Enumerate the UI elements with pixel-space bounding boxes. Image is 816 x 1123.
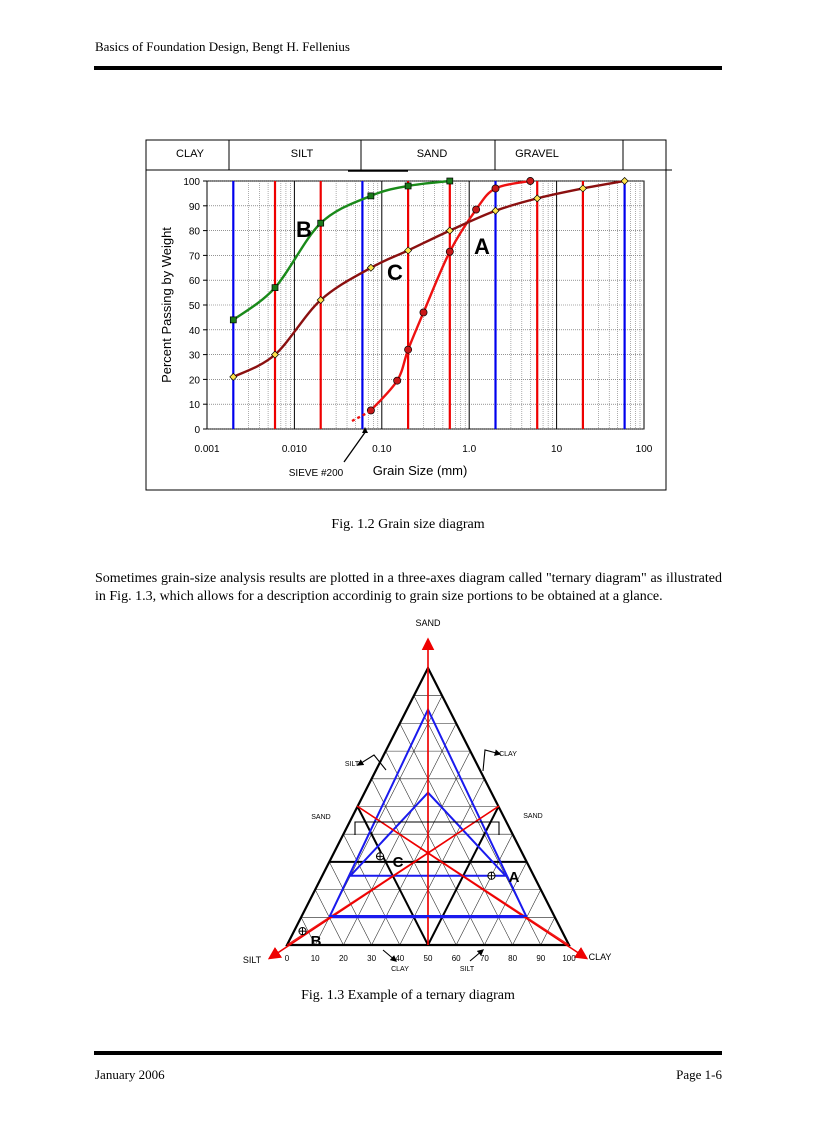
body-paragraph: Sometimes grain-size analysis results are plotted in a three-axes diagram called "ternary diagram" as illustrated in Fig. 1.3, which allows for a description accordinig to grain size portions to be obtained at a glance. [95, 571, 722, 604]
scale-label: 100 [562, 954, 576, 963]
figure-1-caption: Fig. 1.2 Grain size diagram [331, 517, 485, 532]
point-a-label: A [508, 869, 520, 886]
scale-label: 40 [395, 954, 405, 963]
guide-label-silt-bottom: SILT [459, 966, 475, 973]
footer-rule [94, 1051, 722, 1055]
running-header: Basics of Foundation Design, Bengt H. Fellenius [95, 39, 350, 54]
figure-2-caption: Fig. 1.3 Example of a ternary diagram [301, 988, 515, 1003]
point-b-label: B [310, 933, 322, 950]
guide-label-clay: CLAY [499, 751, 517, 758]
series-b-label: B [296, 217, 312, 242]
y-tick-label: 50 [188, 301, 200, 312]
x-axis-label: Grain Size (mm) [372, 463, 468, 478]
scale-label: 60 [451, 954, 461, 963]
guide-label-clay-bottom: CLAY [391, 966, 409, 973]
y-tick-label: 40 [188, 325, 200, 337]
series-a-label: A [474, 234, 490, 259]
y-tick-label: 20 [188, 375, 200, 387]
footer-date: January 2006 [95, 1067, 165, 1082]
y-tick-label: 70 [188, 251, 200, 263]
y-tick-label: 30 [188, 350, 200, 362]
y-tick-label: 60 [188, 276, 200, 288]
sieve-annotation: SIEVE #200 [288, 468, 344, 479]
band-label-clay: CLAY [176, 148, 204, 160]
guide-clay [483, 750, 500, 771]
x-tick-label: 0.010 [281, 444, 307, 455]
y-tick-label: 0 [194, 425, 200, 436]
guide-label-sand-right: SAND [523, 813, 543, 820]
y-tick-label: 80 [188, 226, 200, 238]
guide-label-sand-left: SAND [311, 814, 331, 821]
guide-clay-bottom [383, 950, 396, 961]
y-axis-label: Percent Passing by Weight [159, 227, 174, 383]
axis-label-sand: SAND [415, 618, 441, 628]
x-tick-label: 10 [551, 444, 563, 455]
footer-page-number: Page 1-6 [676, 1067, 722, 1082]
band-label-gravel: GRAVEL [515, 148, 559, 160]
scale-label: 50 [423, 954, 433, 963]
x-tick-label: 1.0 [462, 444, 477, 455]
band-label-sand: SAND [416, 148, 448, 160]
x-tick-label: 0.10 [372, 444, 392, 455]
x-tick-label: 100 [635, 444, 653, 455]
axis-label-silt: SILT [242, 955, 262, 965]
band-label-silt: SILT [290, 148, 314, 160]
axis-label-clay: CLAY [588, 952, 612, 962]
scale-label: 30 [367, 954, 377, 963]
scale-label: 70 [479, 954, 489, 963]
scale-label: 80 [508, 954, 518, 963]
y-tick-label: 100 [183, 177, 200, 188]
scale-label: 0 [284, 954, 290, 963]
scale-label: 20 [338, 954, 348, 963]
y-tick-label: 90 [188, 201, 200, 213]
series-c-label: C [387, 260, 403, 285]
scale-label: 10 [310, 954, 320, 963]
scale-label: 90 [536, 954, 546, 963]
x-tick-label: 0.001 [194, 444, 220, 455]
point-c-label: C [392, 854, 404, 871]
y-tick-label: 10 [188, 400, 200, 412]
guide-label-silt: SILT [344, 761, 360, 768]
